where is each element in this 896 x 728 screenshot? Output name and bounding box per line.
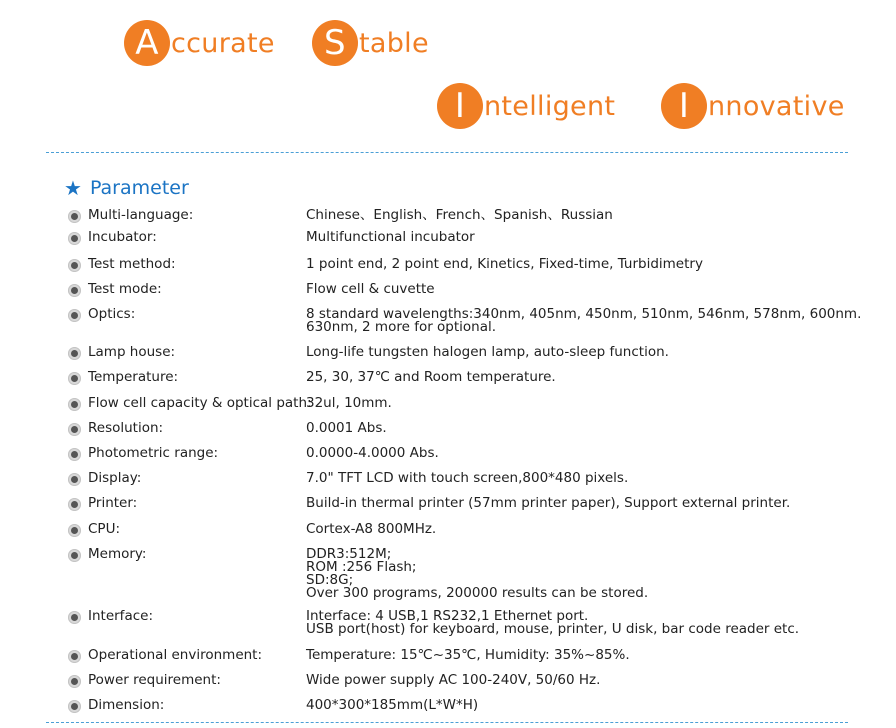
bullet-icon [68, 210, 81, 223]
parameter-label: Multi-language: [88, 207, 194, 223]
parameter-label: Test mode: [88, 281, 162, 297]
bullet-icon [68, 700, 81, 713]
section-heading [64, 176, 189, 200]
parameter-value-line: Chinese、English、French、Spanish、Russian [306, 207, 613, 223]
parameter-value [306, 497, 886, 510]
parameter-value-line: 0.0000-4.0000 Abs. [306, 445, 439, 461]
bullet-icon [68, 284, 81, 297]
bullet-icon [68, 675, 81, 688]
parameter-value [306, 610, 886, 636]
parameter-label: Operational environment: [88, 647, 263, 663]
bullet-icon [68, 650, 81, 663]
feature-stable [312, 20, 429, 66]
parameter-label: Dimension: [88, 697, 165, 713]
parameter-value [306, 258, 886, 271]
parameter-value [306, 231, 886, 244]
parameter-value [306, 283, 886, 296]
parameter-label: CPU: [88, 521, 120, 537]
bullet-icon [68, 398, 81, 411]
parameter-value [306, 447, 886, 460]
parameter-value [306, 699, 886, 712]
parameter-value-line: 7.0" TFT LCD with touch screen,800*480 pixels. [306, 470, 629, 486]
feature-initial-badge: A [124, 20, 170, 66]
parameter-value-line: SD:8G; [306, 572, 354, 588]
parameter-label: Optics: [88, 306, 136, 322]
parameter-value-line: 630nm, 2 more for optional. [306, 319, 497, 335]
parameter-value-line: DDR3:512M; [306, 546, 392, 562]
bullet-icon [68, 372, 81, 385]
parameter-label: Photometric range: [88, 445, 219, 461]
bullet-icon [68, 611, 81, 624]
parameter-label: Resolution: [88, 420, 164, 436]
parameter-value-line: Wide power supply AC 100-240V, 50/60 Hz. [306, 672, 601, 688]
parameter-value [306, 209, 886, 222]
parameter-label: Memory: [88, 546, 147, 562]
feature-label: ntelligent [484, 90, 616, 122]
parameter-value-line: ROM :256 Flash; [306, 559, 417, 575]
parameter-value-line: 0.0001 Abs. [306, 420, 387, 436]
parameter-value [306, 548, 886, 600]
star-icon: ★ [64, 176, 82, 200]
parameter-value-line: 32ul, 10mm. [306, 395, 392, 411]
bullet-icon [68, 524, 81, 537]
parameter-value [306, 346, 886, 359]
parameter-value-line: Cortex-A8 800MHz. [306, 521, 437, 537]
parameter-value-line: USB port(host) for keyboard, mouse, printer, U disk, bar code reader etc. [306, 621, 800, 637]
parameter-value-line: Build-in thermal printer (57mm printer paper), Support external printer. [306, 495, 791, 511]
bullet-icon [68, 232, 81, 245]
bullet-icon [68, 448, 81, 461]
parameter-value-line: Flow cell & cuvette [306, 281, 435, 297]
parameter-value-line: 1 point end, 2 point end, Kinetics, Fixed-time, Turbidimetry [306, 256, 703, 272]
parameter-label: Power requirement: [88, 672, 221, 688]
feature-initial-badge: I [437, 83, 483, 129]
parameter-label: Lamp house: [88, 344, 176, 360]
feature-initial-badge: S [312, 20, 358, 66]
bullet-icon [68, 347, 81, 360]
bullet-icon [68, 309, 81, 322]
feature-label: nnovative [708, 90, 845, 122]
parameter-value [306, 308, 886, 334]
parameter-value-line: Multifunctional incubator [306, 229, 475, 245]
section-divider [46, 152, 848, 153]
parameter-value-line: Interface: 4 USB,1 RS232,1 Ethernet port. [306, 608, 589, 624]
bullet-icon [68, 259, 81, 272]
bullet-icon [68, 549, 81, 562]
parameter-value-line: Long-life tungsten halogen lamp, auto-sleep function. [306, 344, 669, 360]
feature-innovative [661, 83, 845, 129]
parameter-value [306, 397, 886, 410]
feature-intelligent [437, 83, 615, 129]
parameter-value [306, 523, 886, 536]
parameter-label: Test method: [88, 256, 176, 272]
parameter-value [306, 674, 886, 687]
parameter-value-line: Temperature: 15℃~35℃, Humidity: 35%~85%. [306, 647, 630, 663]
parameter-value-line: Over 300 programs, 200000 results can be stored. [306, 585, 649, 601]
parameter-value [306, 422, 886, 435]
parameter-label: Incubator: [88, 229, 157, 245]
bullet-icon [68, 498, 81, 511]
bullet-icon [68, 423, 81, 436]
feature-label: ccurate [171, 27, 275, 59]
parameter-value-line: 8 standard wavelengths:340nm, 405nm, 450nm, 510nm, 546nm, 578nm, 600nm. [306, 306, 862, 322]
parameter-value-line: 25, 30, 37℃ and Room temperature. [306, 369, 556, 385]
parameter-label: Display: [88, 470, 142, 486]
parameter-label: Printer: [88, 495, 138, 511]
bottom-divider [46, 722, 848, 723]
feature-accurate [124, 20, 275, 66]
parameter-label: Flow cell capacity & optical path: [88, 395, 312, 411]
feature-label: table [359, 27, 429, 59]
feature-initial-badge: I [661, 83, 707, 129]
parameter-value [306, 649, 886, 662]
bullet-icon [68, 473, 81, 486]
section-title: Parameter [89, 177, 189, 199]
parameter-value-line: 400*300*185mm(L*W*H) [306, 697, 479, 713]
parameter-value [306, 371, 886, 384]
parameter-label: Temperature: [88, 369, 179, 385]
parameter-value [306, 472, 886, 485]
parameter-label: Interface: [88, 608, 153, 624]
